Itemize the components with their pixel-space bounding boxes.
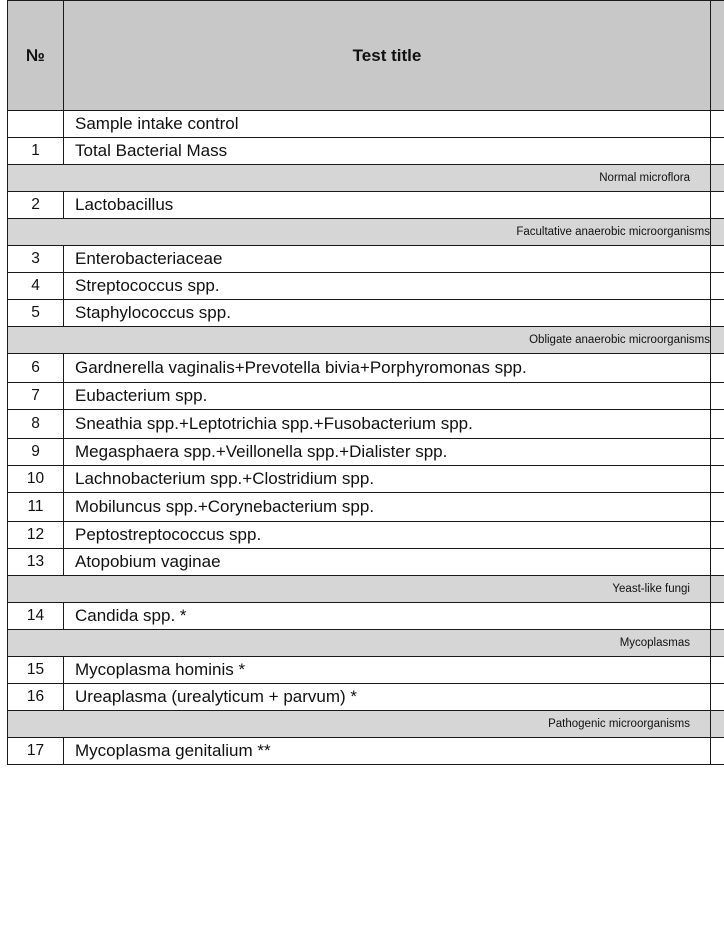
table-row: [8, 111, 724, 138]
table-row: [8, 273, 724, 300]
test-number: 16: [8, 684, 64, 711]
section-title: Facultative anaerobic microorganisms: [8, 219, 711, 246]
test-number: 1: [8, 138, 64, 165]
section-title: Normal microflora: [8, 165, 711, 192]
test-table: [7, 0, 724, 765]
table-body: [8, 111, 724, 765]
test-number: 17: [8, 738, 64, 765]
table-row: [8, 439, 724, 466]
number-column-header: №: [8, 1, 64, 111]
test-number: 14: [8, 603, 64, 630]
test-title: Gardnerella vaginalis+Prevotella bivia+Porphyromonas spp.: [64, 354, 711, 383]
cut-off-cell: [711, 327, 724, 354]
test-number: 2: [8, 192, 64, 219]
test-number: 10: [8, 466, 64, 493]
cut-off-cell: [711, 111, 724, 138]
table-row: [8, 657, 724, 684]
test-number: [8, 111, 64, 138]
cut-off-cell: [711, 603, 724, 630]
table-row: [8, 138, 724, 165]
section-header-row: [8, 219, 724, 246]
cut-off-cell: [711, 246, 724, 273]
test-number: 13: [8, 549, 64, 576]
test-title: Sample intake control: [64, 111, 711, 138]
cut-off-cell: [711, 273, 724, 300]
table-row: [8, 738, 724, 765]
test-title: Mobiluncus spp.+Corynebacterium spp.: [64, 493, 711, 522]
test-title: Total Bacterial Mass: [64, 138, 711, 165]
cut-off-cell: [711, 576, 724, 603]
table-row: [8, 383, 724, 410]
test-number: 9: [8, 439, 64, 466]
table-row: [8, 300, 724, 327]
table-row: [8, 410, 724, 439]
section-title: Mycoplasmas: [8, 630, 711, 657]
test-number: 3: [8, 246, 64, 273]
test-title: Candida spp. *: [64, 603, 711, 630]
section-header-row: [8, 576, 724, 603]
test-title: Lactobacillus: [64, 192, 711, 219]
test-number: 6: [8, 354, 64, 383]
cut-off-cell: [711, 410, 724, 439]
section-title: Obligate anaerobic microorganisms: [8, 327, 711, 354]
cut-off-cell: [711, 192, 724, 219]
test-title: Peptostreptococcus spp.: [64, 522, 711, 549]
test-title: Mycoplasma genitalium **: [64, 738, 711, 765]
test-number: 5: [8, 300, 64, 327]
cut-off-column-header: [711, 1, 724, 111]
cut-off-cell: [711, 165, 724, 192]
table-row: [8, 684, 724, 711]
section-header-row: [8, 711, 724, 738]
test-number: 11: [8, 493, 64, 522]
test-title: Ureaplasma (urealyticum + parvum) *: [64, 684, 711, 711]
test-title: Streptococcus spp.: [64, 273, 711, 300]
table-row: [8, 192, 724, 219]
test-number: 8: [8, 410, 64, 439]
cut-off-cell: [711, 630, 724, 657]
table-header-row: [8, 1, 724, 111]
test-number: 4: [8, 273, 64, 300]
cut-off-cell: [711, 439, 724, 466]
table-row: [8, 466, 724, 493]
test-title: Sneathia spp.+Leptotrichia spp.+Fusobacterium spp.: [64, 410, 711, 439]
section-header-row: [8, 630, 724, 657]
cut-off-cell: [711, 138, 724, 165]
test-number: 12: [8, 522, 64, 549]
cut-off-cell: [711, 466, 724, 493]
cut-off-cell: [711, 684, 724, 711]
test-title: Lachnobacterium spp.+Clostridium spp.: [64, 466, 711, 493]
table-row: [8, 246, 724, 273]
cut-off-cell: [711, 657, 724, 684]
table-row: [8, 493, 724, 522]
section-header-row: [8, 165, 724, 192]
test-title: Megasphaera spp.+Veillonella spp.+Dialister spp.: [64, 439, 711, 466]
cut-off-cell: [711, 522, 724, 549]
test-title: Enterobacteriaceae: [64, 246, 711, 273]
cut-off-cell: [711, 383, 724, 410]
test-number: 7: [8, 383, 64, 410]
table-row: [8, 603, 724, 630]
test-title: Atopobium vaginae: [64, 549, 711, 576]
test-title: Staphylococcus spp.: [64, 300, 711, 327]
cut-off-cell: [711, 354, 724, 383]
cut-off-cell: [711, 300, 724, 327]
test-title: Eubacterium spp.: [64, 383, 711, 410]
test-number: 15: [8, 657, 64, 684]
table-row: [8, 522, 724, 549]
cut-off-cell: [711, 711, 724, 738]
table-row: [8, 354, 724, 383]
cut-off-cell: [711, 549, 724, 576]
table-row: [8, 549, 724, 576]
section-title: Pathogenic microorganisms: [8, 711, 711, 738]
cut-off-cell: [711, 493, 724, 522]
cut-off-cell: [711, 738, 724, 765]
test-title-column-header: Test title: [64, 1, 711, 111]
cut-off-cell: [711, 219, 724, 246]
section-header-row: [8, 327, 724, 354]
test-title: Mycoplasma hominis *: [64, 657, 711, 684]
section-title: Yeast-like fungi: [8, 576, 711, 603]
